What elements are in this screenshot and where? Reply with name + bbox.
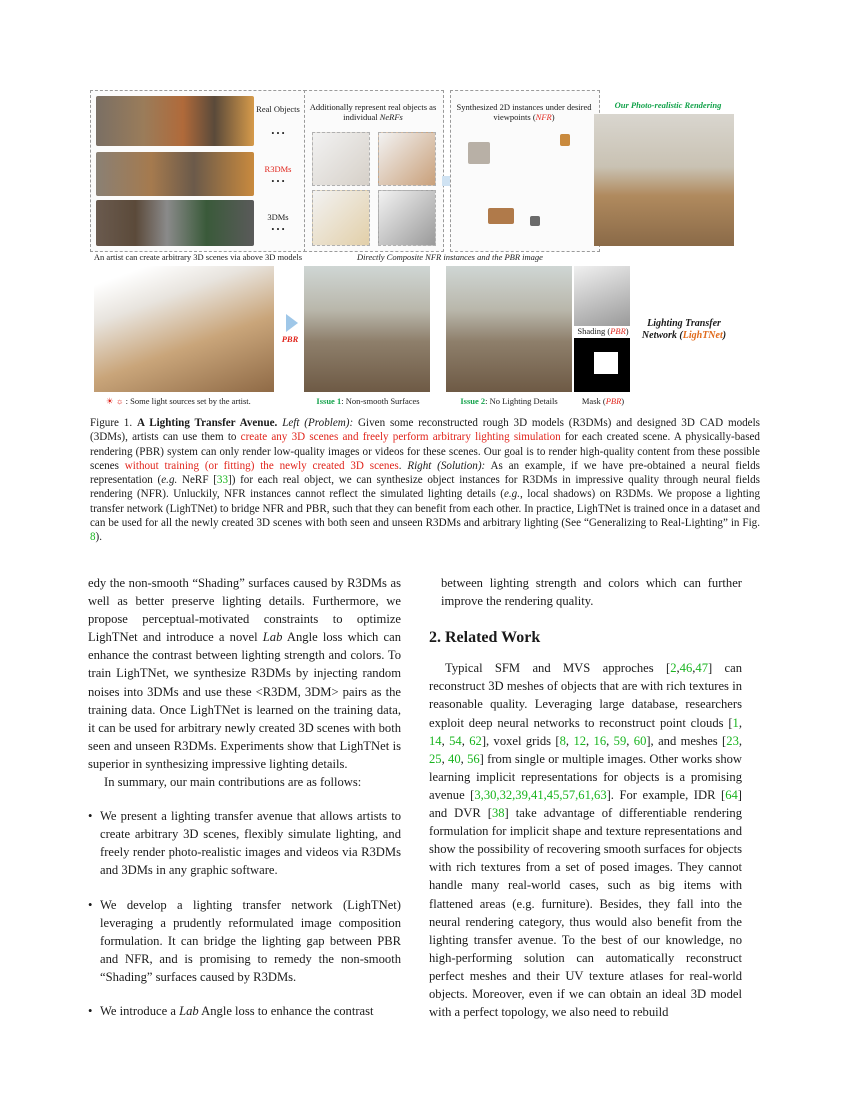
citation-link[interactable]: 33 bbox=[216, 474, 228, 487]
citation-link[interactable]: 3,30,32,39,41,45,57,61,63 bbox=[474, 787, 607, 802]
caption-highlight-2: without training (or fitting) the newly created 3D scenes bbox=[124, 459, 399, 472]
right-column bbox=[429, 574, 742, 1021]
nerf-note: Additionally represent real objects as individual NeRFs bbox=[309, 102, 437, 122]
citation-link[interactable]: 62 bbox=[469, 733, 482, 748]
citation-link[interactable]: 60 bbox=[633, 733, 647, 748]
figure-caption: Figure 1. A Lighting Transfer Avenue. Left (Problem): Given some reconstructed rough 3D models (R3DMs) and designed 3D CAD models (3DMs), artists can use them to create any 3D scenes and freely perform arbitrary lighting simulation for each created scene. A physically-based rendering (PBR) system can only render low-quality images or videos for these scenes. Our goal is to render high-quality content from these possible scenes without training (or fitting) the newly created 3D scenes. Right (Solution): As an example, if we have pre-obtained a neural fields representation (e.g. NeRF [33]) for each real object, we can synthesize object instances for R3DMs in impressive quality through neural fields rendering (NFR). Unluckily, NFR instances cannot reflect the simulated lighting details (e.g., local shadows) on R3DMs. We propose a lighting transfer network (LighTNet) to bridge NFR and PBR, such that they can benefit from each other. In practice, LighTNet is trained once in a dataset and can be used for all the newly created 3D scenes with both seen and unseen R3DMs and arbitrary lighting (See “Generalizing to Real-Lighting” in Fig. 8). bbox=[90, 417, 760, 544]
nerf-cube-teddy bbox=[312, 190, 370, 246]
caption-label: Figure 1. bbox=[90, 417, 133, 429]
citation-link[interactable]: 12 bbox=[573, 733, 587, 748]
r3dm-objects-render bbox=[96, 152, 254, 196]
issue2-label: Issue 2: No Lighting Details bbox=[460, 396, 558, 406]
pbr-label: PBR bbox=[281, 334, 299, 344]
summary-paragraph: In summary, our main contributions are as follows: bbox=[104, 775, 362, 790]
issue1-label: Issue 1: Non-smooth Surfaces bbox=[316, 396, 420, 406]
lightnet-label: Lighting Transfer Network (LighTNet) bbox=[641, 318, 727, 341]
continued-bullet-text: between lighting strength and colors which can further improve the rendering quality. bbox=[441, 576, 742, 609]
related-work-paragraph: Typical SFM and MVS approches [2,46,47] can reconstruct 3D meshes of objects that are with rich textures in reasonable quality. Leveraging large database, researchers exploit deep neural networks to reconstruct point clouds [1, 14, 54, 62], voxel grids [8, 12, 16, 59, 60], and meshes [23, 25, 40, 56] from single or multiple images. Other works show learning implicit representations for objects is a promising avenue [3,30,32,39,41,45,57,61,63]. For example, IDR [64] and DVR [38] take advantage of differentiable rendering formulation for implicit shape and texture representations and show the possibility of recovering smooth surfaces for objects with rich textures from a set of posed images. They cannot handle many real-world cases, such as big items with flattened areas (e.g. furniture). Besides, they fall into the neural rendering category, thus would also benefit from the lighting transfer avenue. To the best of our knowledge, no high-performing solution can automatically reconstruct perfect meshes and their UV texture atlases for real-world objects. Moreover, even if we can obtain an ideal 3D model with a perfect topology, we also need to rebuild bbox=[429, 661, 743, 1020]
composite-note: Directly Composite NFR instances and the PBR image bbox=[357, 252, 543, 262]
citation-link[interactable]: 47 bbox=[695, 661, 708, 676]
mask-label: Mask (PBR) bbox=[581, 396, 625, 406]
citation-link[interactable]: 23 bbox=[726, 733, 739, 748]
photo-realistic-render bbox=[594, 114, 734, 246]
synth-dresser bbox=[488, 208, 514, 224]
figure-1 bbox=[90, 90, 735, 410]
contribution-item: • We introduce a Lab Angle loss to enhance the contrast bbox=[88, 1002, 401, 1020]
nerf-cube-table bbox=[378, 190, 436, 246]
pbr-scene-render bbox=[94, 266, 274, 392]
left-column bbox=[88, 574, 401, 1036]
photo-realistic-title: Our Photo-realistic Rendering bbox=[614, 100, 722, 110]
citation-link[interactable]: 46 bbox=[679, 661, 693, 676]
section-heading: 2. Related Work bbox=[429, 629, 541, 647]
real-objects-dots: • • • bbox=[271, 128, 285, 138]
nerf-cube-dresser bbox=[378, 132, 436, 186]
citation-link[interactable]: 54 bbox=[449, 733, 462, 748]
contribution-item: • We develop a lighting transfer network (LighTNet) leveraging a prudently reformulated image composition formulation. It can bridge the lighting gap between PBR and NFR, and is promising to remedy the non-smooth “Shading” surfaces caused by R3DMs. bbox=[88, 896, 401, 986]
artist-note: An artist can create arbitrary 3D scenes via above 3D models bbox=[93, 252, 303, 262]
figure-ref-link[interactable]: 8 bbox=[90, 531, 96, 544]
synth-teddy bbox=[560, 134, 570, 146]
contributions-list bbox=[88, 807, 401, 1020]
r3dms-label: R3DMs bbox=[264, 164, 292, 174]
caption-highlight-1: create any 3D scenes and freely perform arbitrary lighting simulation bbox=[240, 431, 561, 444]
caption-title: A Lighting Transfer Avenue. bbox=[136, 417, 278, 429]
3dm-objects-render bbox=[96, 200, 254, 246]
citation-link[interactable]: 16 bbox=[593, 733, 607, 748]
3dms-dots: • • • bbox=[271, 224, 285, 234]
r3dms-dots: • • • bbox=[271, 176, 285, 186]
real-objects-photos bbox=[96, 96, 254, 146]
shading-render bbox=[574, 266, 630, 326]
citation-link[interactable]: 59 bbox=[613, 733, 627, 748]
pbr-arrow bbox=[286, 314, 298, 332]
citation-link[interactable]: 64 bbox=[725, 787, 738, 802]
issue1-render bbox=[304, 266, 430, 392]
citation-link[interactable]: 14 bbox=[429, 733, 442, 748]
shading-label: Shading (PBR) bbox=[577, 326, 629, 336]
issue2-render bbox=[446, 266, 572, 392]
citation-link[interactable]: 40 bbox=[448, 751, 461, 766]
citation-link[interactable]: 8 bbox=[559, 733, 566, 748]
contribution-item: • We present a lighting transfer avenue that allows artists to create arbitrary 3D scenes, flexibly simulate lighting, and freely render photo-realistic images and videos via R3DMs and 3DMs in any graphic software. bbox=[88, 807, 401, 879]
intro-paragraph: edy the non-smooth “Shading” surfaces caused by R3DMs as well as better preserve lighting details. Furthermore, we propose perceptual-motivated constraints to optimize LighTNet and introduce a novel Lab Angle loss which can enhance the contrast between lighting strength and colors. To train LighTNet, we synthesize R3DMs by injecting random noises into 3DMs and use these <R3DM, 3DM> pairs as the training data. Once LighTNet is learned on the training data, it can be used for arbitrary newly created 3D scenes with both seen and unseen R3DMs. Experiments show that LighTNet is superior in synthesizing impressive lighting details. bbox=[88, 576, 401, 771]
citation-link[interactable]: 2 bbox=[670, 661, 677, 676]
real-objects-label: Real Objects bbox=[256, 104, 300, 114]
synth-chair bbox=[468, 142, 490, 164]
citation-link[interactable]: 25 bbox=[429, 751, 442, 766]
nerf-cube-chair bbox=[312, 132, 370, 186]
light-sources-note: ☀ ☼ : Some light sources set by the artist. bbox=[106, 396, 251, 406]
synth-table bbox=[530, 216, 540, 226]
citation-link[interactable]: 56 bbox=[467, 751, 480, 766]
caption-right-solution: Right (Solution): bbox=[407, 459, 486, 472]
caption-left-problem: Left (Problem): bbox=[282, 417, 354, 429]
mask-shapes bbox=[594, 352, 618, 374]
synthesized-note: Synthesized 2D instances under desired viewpoints (NFR) bbox=[456, 102, 592, 122]
3dms-label: 3DMs bbox=[267, 212, 289, 222]
citation-link[interactable]: 1 bbox=[732, 715, 739, 730]
citation-link[interactable]: 38 bbox=[491, 806, 505, 821]
